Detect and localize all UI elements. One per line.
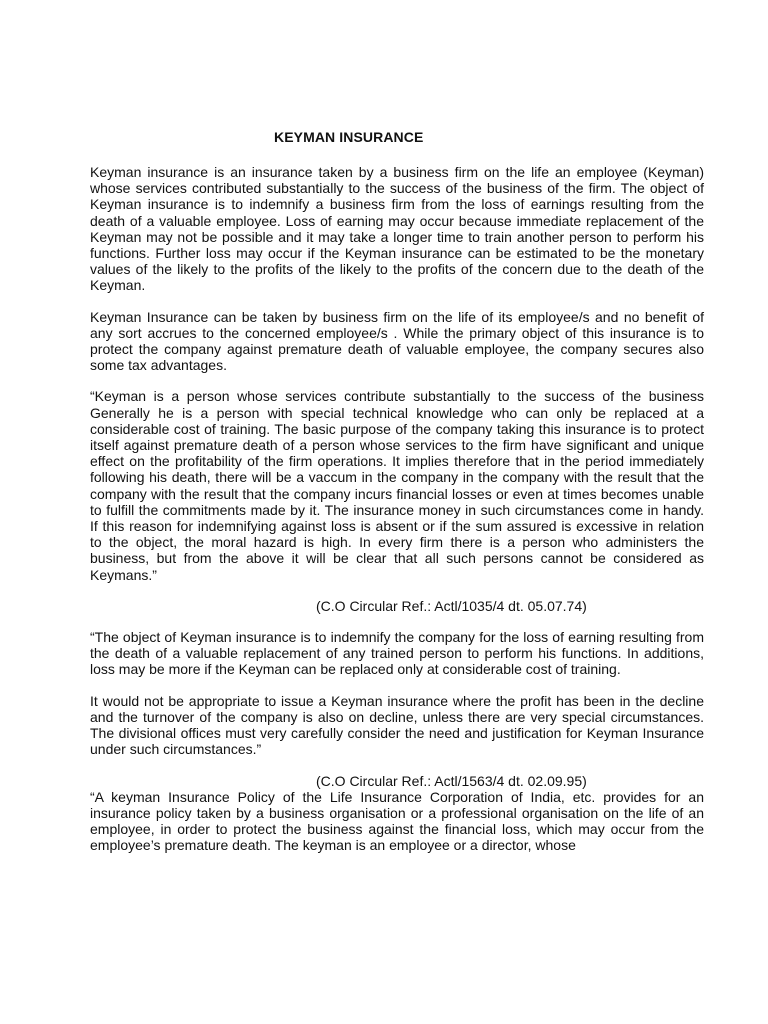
- paragraph-object-of-insurance: “The object of Keyman insurance is to indemnify the company for the loss of earning resulting from the death of a valuable replacement of any trained person to perform his functions. In additions, loss may be more if the Keyman can be replaced only at considerable cost of training.: [90, 629, 704, 678]
- paragraph-keyman-definition: Keyman insurance is an insurance taken by a business firm on the life an employee (Keyman) whose services contributed substantially to the success of the business of the firm. The object of Keyman insurance is to indemnify a business firm from the loss of earnings resulting from the death of a valuable employee. Loss of earning may occur because immediate replacement of the Keyman may not be possible and it may take a longer time to train another person to perform his functions. Further loss may occur if the Keyman insurance can be estimated to be the monetary values of the likely to the profits of the likely to the profits of the concern due to the death of the Keyman.: [90, 164, 704, 294]
- page-title: KEYMAN INSURANCE: [274, 129, 424, 145]
- paragraph-not-appropriate: It would not be appropriate to issue a Keyman insurance where the profit has been in the decline and the turnover of the company is also on decline, unless there are very special circumstances. The divisional offices must very carefully consider the need and justification for Keyman Insurance under such circumstances.”: [90, 692, 704, 758]
- document-page: [90, 128, 704, 869]
- circular-reference-1995: (C.O Circular Ref.: Actl/1563/4 dt. 02.09.95): [316, 772, 587, 789]
- paragraph-lic-policy: “A keyman Insurance Policy of the Life Insurance Corporation of India, etc. provides for an insurance policy taken by a business organisation or a professional organisation on the life of an employee, in order to protect the business against the financial loss, which may occur from the employee’s premature death. The keyman is an employee or a director, whose: [90, 788, 704, 854]
- circular-reference-1974: (C.O Circular Ref.: Actl/1035/4 dt. 05.07.74): [316, 597, 587, 614]
- paragraph-tax-advantages: Keyman Insurance can be taken by business firm on the life of its employee/s and no benefit of any sort accrues to the concerned employee/s . While the primary object of this insurance is to protect the company against premature death of valuable employee, the company secures also some tax advantages.: [90, 308, 704, 374]
- paragraph-keyman-quote: “Keyman is a person whose services contribute substantially to the success of the business Generally he is a person with special technical knowledge who can only be replaced at a considerable cost of training. The basic purpose of the company taking this insurance is to protect itself against premature death of a person whose services to the firm have significant and unique effect on the profitability of the firm operations. It implies therefore that in the period immediately following his death, there will be a vaccum in the company in the company with the result that the company with the result that the company incurs financial losses or even at times becomes unable to fulfill the commitments made by it. The insurance money in such circumstances come in handy. If this reason for indemnifying against loss is absent or if the sum assured is excessive in relation to the object, the moral hazard is high. In every firm there is a person who administers the business, but from the above it will be clear that all such persons cannot be considered as Keymans.”: [90, 388, 704, 583]
